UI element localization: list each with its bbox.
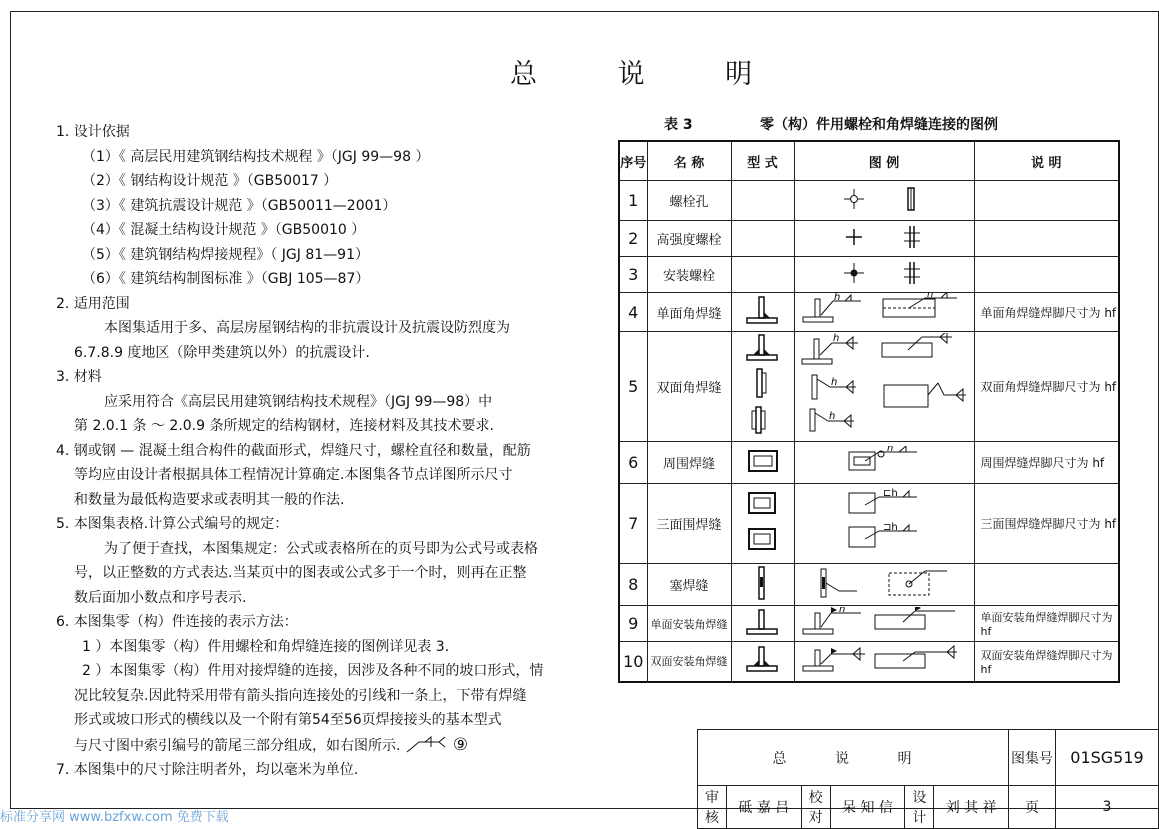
note-6: 6. 本图集零（构）件连接的表示方法： xyxy=(56,614,298,630)
table-row xyxy=(619,221,1119,257)
form-cell xyxy=(731,221,794,257)
row-name: 周围焊缝 xyxy=(647,442,731,484)
table-row xyxy=(619,442,1119,484)
symbol-cell xyxy=(794,181,974,221)
watermark: 标准分享网 www.bzfxw.com 免费下载 xyxy=(0,810,229,825)
detail-index-circle: ⑨ xyxy=(452,734,469,755)
symbol-cell xyxy=(794,564,974,606)
row-no: 3 xyxy=(619,257,647,293)
row-no: 6 xyxy=(619,442,647,484)
table-row xyxy=(619,332,1119,442)
ref-3: （3）《 建筑抗震设计规范 》（GB50011—2001） xyxy=(82,197,397,214)
form-cell xyxy=(731,257,794,293)
note-1: 1. 设计依据 xyxy=(56,124,130,140)
row-desc xyxy=(974,257,1119,293)
ref-2: （2）《 钢结构设计规范 》（GB50017 ） xyxy=(82,173,338,189)
row-desc: 周围焊缝焊脚尺寸为 hf xyxy=(974,442,1119,484)
note-6-line-1: 1 ）本图集零（构）件用螺栓和角焊缝连接的图例详见表 3. xyxy=(82,638,450,655)
header-no: 序号 xyxy=(619,141,647,181)
header-desc: 说 明 xyxy=(974,141,1119,181)
row-desc: 双面角焊缝焊脚尺寸为 hf xyxy=(974,332,1119,442)
row-name: 双面角焊缝 xyxy=(647,332,731,442)
row-name: 三面围焊缝 xyxy=(647,484,731,564)
row-name: 安装螺栓 xyxy=(647,257,731,293)
svg-text:h: h xyxy=(829,410,836,422)
table-number: 表 3 xyxy=(664,117,693,133)
svg-text:h: h xyxy=(887,445,894,454)
note-3-line-1: 应采用符合《高层民用建筑钢结构技术规程》（JGJ 99—98）中 xyxy=(104,393,493,410)
svg-text:h: h xyxy=(833,332,840,344)
row-no: 7 xyxy=(619,484,647,564)
ref-1: （1）《 高层民用建筑钢结构技术规程 》（JGJ 99—98 ） xyxy=(82,148,430,165)
bolt-hole-symbol-icon xyxy=(824,184,944,214)
title-block-title: 总 说 明 xyxy=(698,730,1009,786)
note-4-line-2: 等均应由设计者根据具体工程情况计算确定.本图集各节点详图所示尺寸 xyxy=(74,467,513,483)
row-desc xyxy=(974,564,1119,606)
all-around-weld-symbol-icon xyxy=(799,446,969,476)
svg-text:h: h xyxy=(834,293,841,303)
single-fillet-weld-symbol-icon xyxy=(799,293,969,327)
form-cell xyxy=(731,642,794,682)
svg-text:h: h xyxy=(927,293,934,300)
note-2-line-1: 本图集适用于多、高层房屋钢结构的非抗震设计及抗震设防烈度为 xyxy=(104,320,510,336)
row-no: 10 xyxy=(619,642,647,682)
form-cell xyxy=(731,606,794,642)
design-label: 设计 xyxy=(905,786,934,829)
table-header-row xyxy=(619,141,1119,181)
row-desc xyxy=(974,221,1119,257)
designer-signature: 刘 其 祥 xyxy=(934,786,1009,829)
row-name: 塞焊缝 xyxy=(647,564,731,606)
row-name: 螺栓孔 xyxy=(647,181,731,221)
symbol-cell xyxy=(794,606,974,642)
page-number: 3 xyxy=(1056,786,1159,829)
table-caption: 零（构）件用螺栓和角焊缝连接的图例 xyxy=(760,117,998,133)
form-cell xyxy=(731,442,794,484)
symbol-cell xyxy=(794,221,974,257)
row-name: 单面安装角焊缝 xyxy=(647,606,731,642)
form-cell xyxy=(731,332,794,442)
form-cell xyxy=(731,564,794,606)
atlas-label: 图集号 xyxy=(1009,730,1056,786)
t-joint-section-icon xyxy=(743,294,783,326)
ref-4: （4）《 混凝土结构设计规范 》（GB50010 ） xyxy=(82,222,366,238)
svg-text:h: h xyxy=(831,376,838,388)
ref-6: （6）《 建筑结构制图标准 》（GBJ 105—87） xyxy=(82,271,370,287)
three-side-section-icon xyxy=(743,487,783,557)
header-symbol: 图 例 xyxy=(794,141,974,181)
atlas-number: 01SG519 xyxy=(1056,730,1159,786)
header-form: 型 式 xyxy=(731,141,794,181)
table-row xyxy=(619,293,1119,332)
form-cell xyxy=(731,293,794,332)
table-row xyxy=(619,484,1119,564)
double-site-weld-symbol-icon xyxy=(799,644,969,674)
t-joint-section-icon xyxy=(743,644,783,674)
row-no: 9 xyxy=(619,606,647,642)
row-desc xyxy=(974,181,1119,221)
svg-text:⊐h: ⊐h xyxy=(883,521,898,533)
weld-legend-table xyxy=(618,140,1120,683)
table-row xyxy=(619,564,1119,606)
general-notes xyxy=(56,120,556,783)
row-no: 1 xyxy=(619,181,647,221)
note-6-line-3: 况比较复杂.因此特采用带有箭头指向连接处的引线和一条上，下带有焊缝 xyxy=(74,687,527,704)
row-name: 双面安装角焊缝 xyxy=(647,642,731,682)
note-7: 7. 本图集中的尺寸除注明者外，均以毫米为单位. xyxy=(56,762,359,778)
review-label: 审核 xyxy=(698,786,727,829)
symbol-cell xyxy=(794,442,974,484)
symbol-cell xyxy=(794,257,974,293)
symbol-cell xyxy=(794,484,974,564)
row-no: 4 xyxy=(619,293,647,332)
three-side-weld-symbol-icon xyxy=(799,487,969,557)
note-3-line-2: 第 2.0.1 条 ～ 2.0.9 条所规定的结构钢材，连接材料及其技术要求. xyxy=(74,418,494,434)
header-name: 名 称 xyxy=(647,141,731,181)
note-4-line-1: 4. 钢或钢 — 混凝土组合构件的截面形式，焊缝尺寸，螺栓直径和数量，配筋 xyxy=(56,442,531,459)
table-row xyxy=(619,642,1119,682)
row-desc: 单面角焊缝焊脚尺寸为 hf xyxy=(974,293,1119,332)
note-6-line-4: 形式或坡口形式的横线以及一个附有第54至56页焊接接头的基本型式 xyxy=(74,712,502,728)
svg-text:h: h xyxy=(839,606,846,615)
row-desc: 单面安装角焊缝焊脚尺寸为 hf xyxy=(974,606,1119,642)
note-5-line-2: 号，以正整数的方式表达.当某页中的图表或公式多于一个时，则再在正整 xyxy=(74,565,527,581)
form-cell xyxy=(731,484,794,564)
row-no: 8 xyxy=(619,564,647,606)
checker-signature: 呆 知 信 xyxy=(830,786,905,829)
t-joint-section-icon xyxy=(743,607,783,637)
erection-bolt-symbol-icon xyxy=(824,258,944,288)
row-desc: 双面安装角焊缝焊脚尺寸为 hf xyxy=(974,642,1119,682)
note-5-line-1: 为了便于查找，本图集规定：公式或表格所在的页号即为公式号或表格 xyxy=(104,540,538,557)
row-no: 2 xyxy=(619,221,647,257)
symbol-cell xyxy=(794,642,974,682)
title-block xyxy=(697,729,1159,826)
weld-leader-symbol-icon xyxy=(405,736,453,756)
note-5-line-3: 数后面加小数点和序号表示. xyxy=(74,589,247,606)
table-row xyxy=(619,257,1119,293)
table-row xyxy=(619,181,1119,221)
table-row xyxy=(619,606,1119,642)
note-5: 5. 本图集表格.计算公式编号的规定： xyxy=(56,516,289,532)
high-strength-bolt-symbol-icon xyxy=(824,222,944,252)
ref-5: （5）《 建筑钢结构焊接规程》（ JGJ 81—91） xyxy=(82,246,369,263)
plug-weld-section-icon xyxy=(743,565,783,601)
row-no: 5 xyxy=(619,332,647,442)
note-2-line-2: 6.7.8.9 度地区（除甲类建筑以外）的抗震设计. xyxy=(74,344,370,361)
symbol-cell xyxy=(794,332,974,442)
reviewer-signature: 砥 嘉 吕 xyxy=(727,786,802,829)
note-2: 2. 适用范围 xyxy=(56,295,130,312)
double-fillet-weld-symbol-icon xyxy=(798,333,970,437)
page-label: 页 xyxy=(1009,786,1056,829)
single-site-weld-symbol-icon xyxy=(799,607,969,637)
note-4-line-3: 和数量为最低构造要求或表明其一般的作法. xyxy=(74,491,345,508)
plug-weld-symbol-icon xyxy=(799,565,969,601)
note-6-line-2: 2 ）本图集零（构）件用对接焊缝的连接，因涉及各种不同的坡口形式，情 xyxy=(82,663,544,679)
form-cell xyxy=(731,181,794,221)
row-desc: 三面围焊缝焊脚尺寸为 hf xyxy=(974,484,1119,564)
note-3: 3. 材料 xyxy=(56,369,102,385)
svg-text:⊏h: ⊏h xyxy=(883,487,898,499)
page-title: 总 说 明 xyxy=(510,59,789,90)
row-name: 高强度螺栓 xyxy=(647,221,731,257)
check-label: 校对 xyxy=(801,786,830,829)
note-6-line-5: 与尺寸图中索引编号的箭尾三部分组成，如右图所示. ⑨ xyxy=(74,734,469,755)
symbol-cell xyxy=(794,293,974,332)
row-name: 单面角焊缝 xyxy=(647,293,731,332)
box-section-icon xyxy=(743,447,783,475)
double-fillet-sections-icon xyxy=(743,333,783,437)
